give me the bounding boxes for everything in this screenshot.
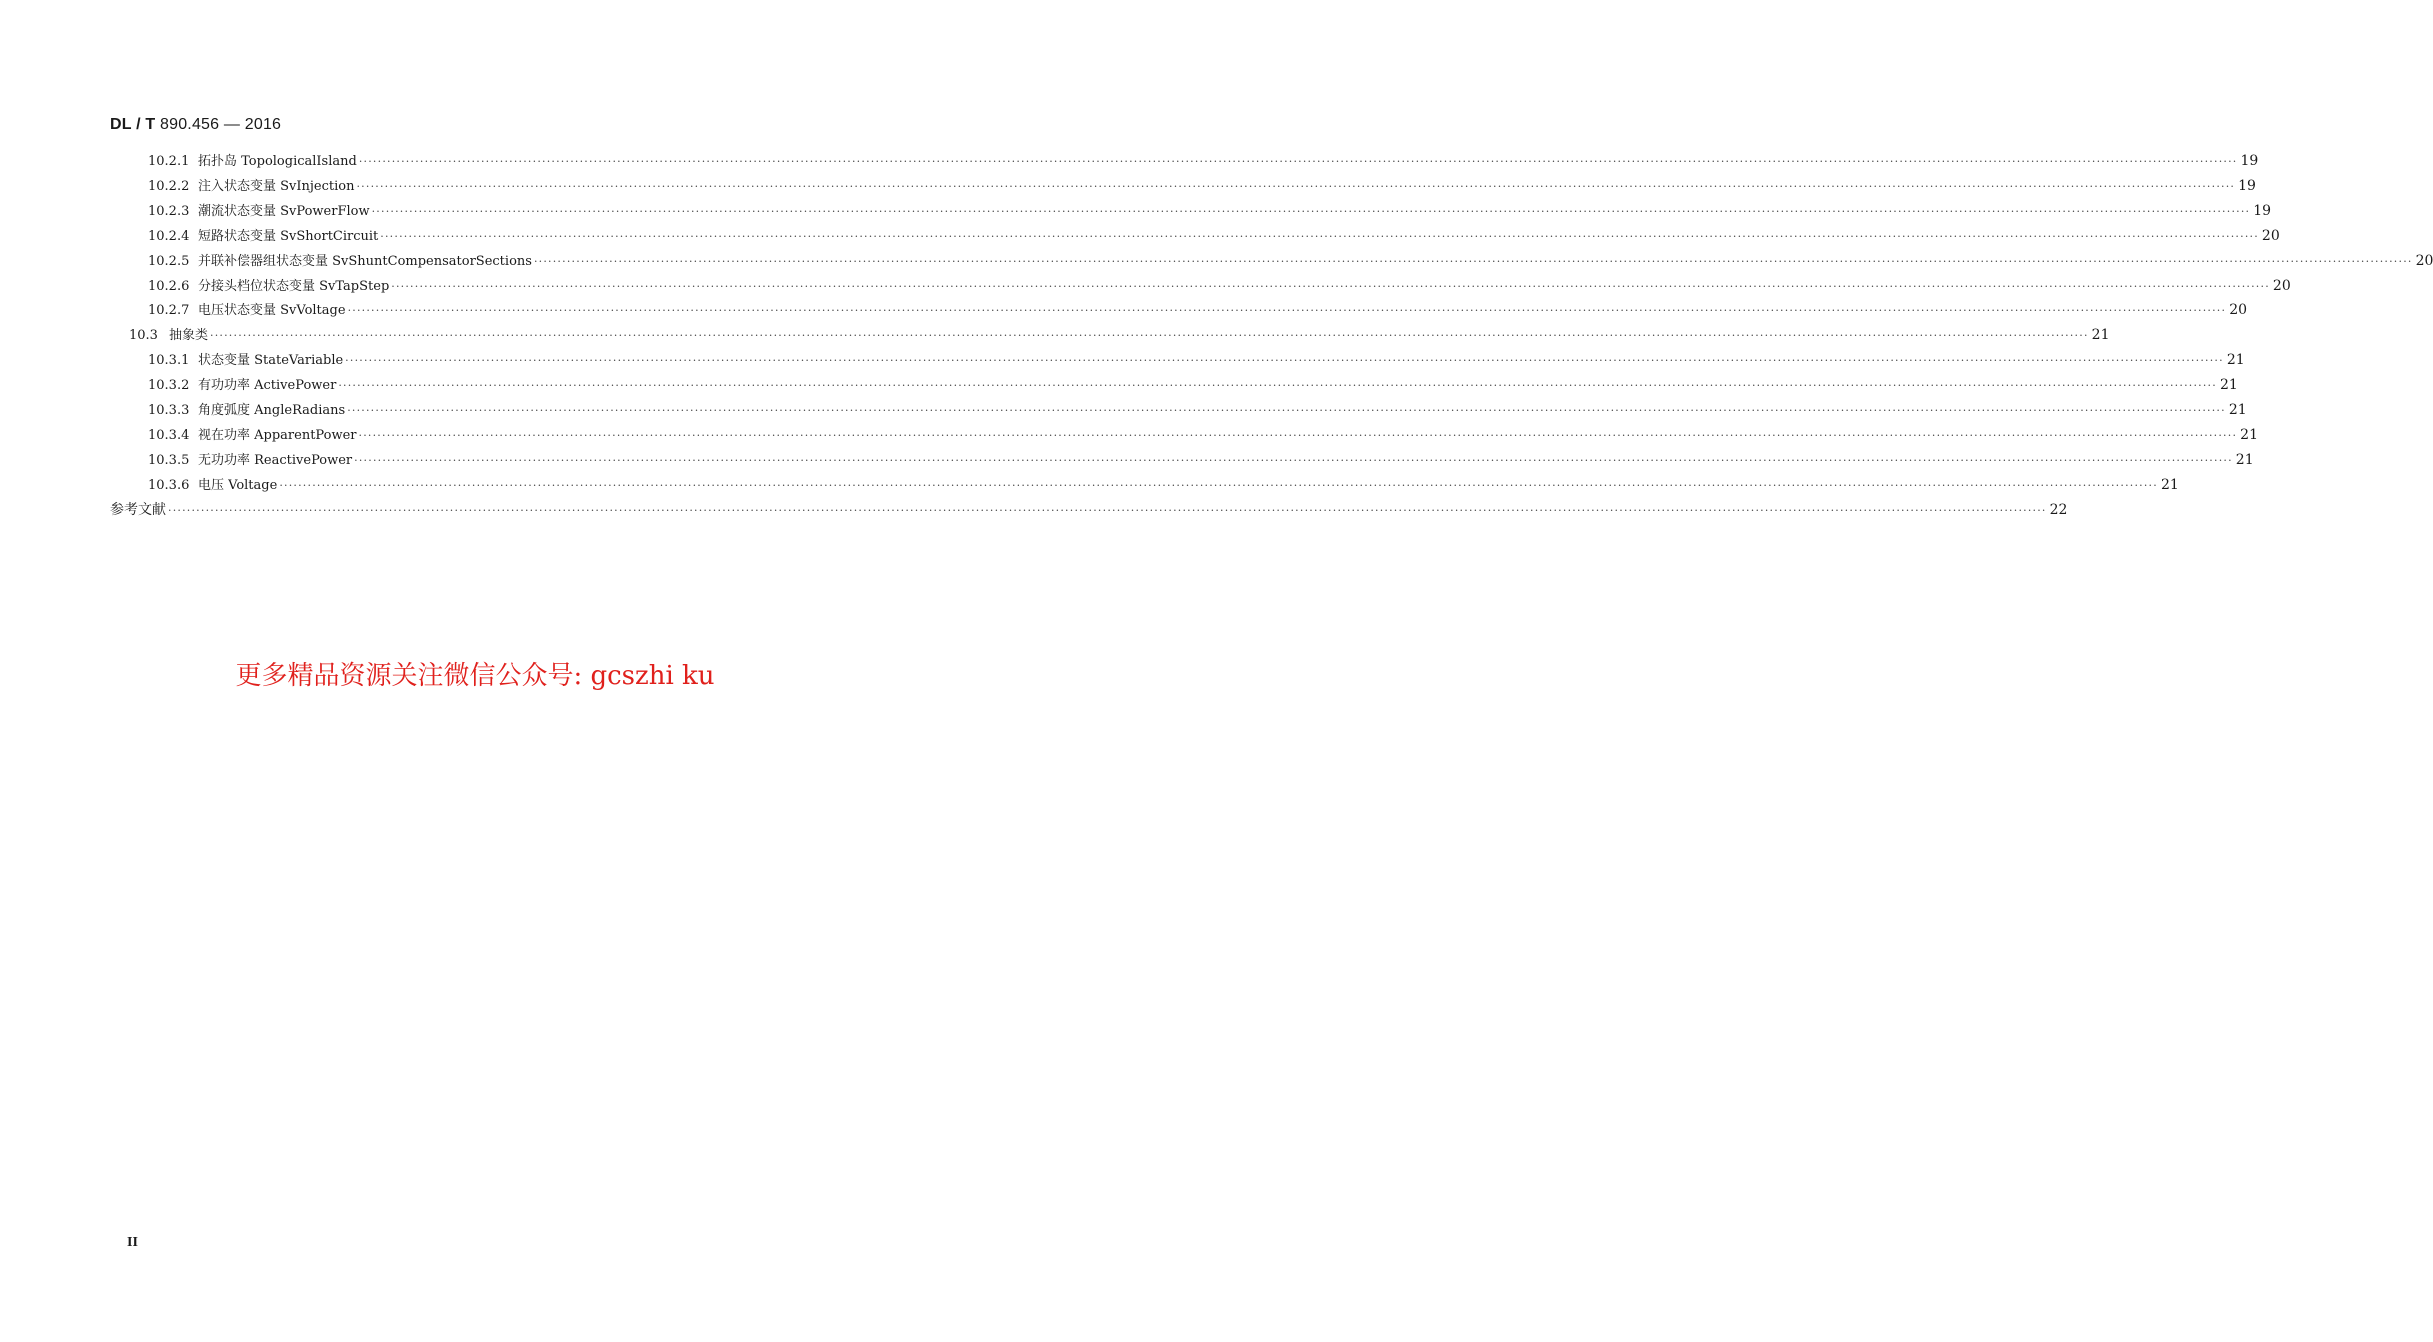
toc-entry[interactable] bbox=[148, 200, 2272, 222]
toc-entry-number: 10.3.5 bbox=[148, 452, 190, 468]
toc-entry-title: 注入状态变量 SvInjection bbox=[198, 178, 355, 194]
toc-entry-page: 20 bbox=[2229, 302, 2248, 319]
toc-entry-number: 10.2.4 bbox=[148, 228, 190, 244]
toc-leader-dots: ················································································································································································································································································································································································································ bbox=[356, 179, 2236, 193]
document-code-prefix: DL / T bbox=[110, 116, 156, 133]
toc-entry-page: 19 bbox=[2238, 177, 2256, 194]
toc-entry-title: 视在功率 ApparentPower bbox=[198, 427, 357, 443]
toc-entry[interactable] bbox=[148, 275, 2291, 297]
toc-entry-number: 10.3.4 bbox=[148, 427, 190, 443]
toc-entry[interactable] bbox=[148, 175, 2256, 197]
promo-text: 更多精品资源关注微信公众号: gcszhi ku bbox=[235, 661, 715, 691]
toc-entry-page: 21 bbox=[2228, 402, 2247, 418]
toc-leader-dots: ················································································································································································································································································································································································································ bbox=[358, 428, 2238, 442]
toc-entry[interactable] bbox=[110, 499, 2068, 521]
toc-entry[interactable] bbox=[129, 324, 2110, 346]
toc-entry-title: 状态变量 StateVariable bbox=[198, 353, 344, 369]
toc-entry-title: 抽象类 bbox=[169, 328, 209, 344]
toc-entry[interactable] bbox=[148, 150, 2259, 172]
toc-entry-number: 10.3.6 bbox=[148, 477, 190, 493]
toc-entry-page: 21 bbox=[2235, 451, 2254, 468]
toc-entry-title: 无功功率 ReactivePower bbox=[198, 452, 353, 468]
toc-entry-title: 参考文献 bbox=[110, 501, 166, 518]
toc-leader-dots: ················································································································································································································································································································································································································ bbox=[533, 254, 2413, 268]
toc-entry-title: 电压状态变量 SvVoltage bbox=[198, 303, 346, 319]
toc-entry-page: 21 bbox=[2160, 476, 2179, 493]
toc-entry[interactable] bbox=[148, 449, 2254, 471]
toc-leader-dots: ················································································································································································································································································································································································································ bbox=[345, 354, 2224, 368]
toc-leader-dots: ················································································································································································································································································································································································································ bbox=[279, 478, 2158, 492]
toc-entry-page: 21 bbox=[2219, 377, 2238, 394]
toc-entry-number: 10.2.3 bbox=[148, 203, 190, 219]
toc-entry-page: 20 bbox=[2272, 277, 2291, 294]
toc-leader-dots: ················································································································································································································································································································································································································ bbox=[354, 453, 2233, 467]
toc-entry-title: 角度弧度 AngleRadians bbox=[198, 403, 346, 418]
toc-leader-dots: ················································································································································································································································································································································································································ bbox=[347, 404, 2226, 417]
toc-entry-number: 10.2.6 bbox=[148, 278, 190, 294]
toc-entry-page: 21 bbox=[2226, 352, 2245, 369]
document-code bbox=[110, 116, 281, 134]
toc-entry[interactable] bbox=[148, 299, 2248, 321]
footer-page-number: II bbox=[127, 1235, 138, 1250]
toc-entry-title: 拓扑岛 TopologicalIsland bbox=[198, 154, 357, 169]
toc-entry-title: 电压 Voltage bbox=[198, 477, 278, 493]
toc-leader-dots: ················································································································································································································································································································································································································ bbox=[168, 503, 2047, 517]
toc-entry-number: 10.2.1 bbox=[148, 154, 190, 169]
toc-entry-number: 10.3 bbox=[129, 328, 158, 344]
toc-entry[interactable] bbox=[148, 349, 2245, 371]
toc-entry[interactable] bbox=[148, 374, 2238, 396]
toc-leader-dots: ················································································································································································································································································································································································································ bbox=[210, 329, 2089, 343]
toc-leader-dots: ················································································································································································································································································································································································································ bbox=[358, 155, 2238, 168]
toc-entry[interactable] bbox=[148, 225, 2280, 247]
toc-entry-title: 分接头档位状态变量 SvTapStep bbox=[198, 278, 390, 294]
toc-entry-number: 10.3.3 bbox=[148, 403, 190, 418]
toc-entry-number: 10.2.7 bbox=[148, 303, 190, 319]
toc-entry-page: 21 bbox=[2240, 426, 2258, 443]
toc-entry-page: 20 bbox=[2261, 227, 2280, 244]
toc-entry-title: 短路状态变量 SvShortCircuit bbox=[198, 228, 379, 244]
toc-entry-page: 21 bbox=[2091, 327, 2110, 344]
toc-entry-number: 10.2.5 bbox=[148, 253, 190, 269]
toc-entry[interactable] bbox=[148, 424, 2258, 446]
toc-entry-title: 潮流状态变量 SvPowerFlow bbox=[198, 203, 370, 219]
toc-leader-dots: ················································································································································································································································································································································································································ bbox=[371, 204, 2251, 218]
toc-leader-dots: ················································································································································································································································································································································································································ bbox=[391, 279, 2270, 293]
toc-entry-number: 10.2.2 bbox=[148, 178, 190, 194]
toc-entry-page: 19 bbox=[2253, 202, 2272, 219]
toc-entry-title: 并联补偿器组状态变量 SvShuntCompensatorSections bbox=[198, 253, 532, 269]
toc-leader-dots: ················································································································································································································································································································································································································ bbox=[380, 229, 2259, 243]
toc-entry-page: 19 bbox=[2240, 153, 2259, 169]
document-code-number: 890.456 — 2016 bbox=[160, 116, 282, 133]
toc-entry-number: 10.3.1 bbox=[148, 353, 190, 369]
toc-entry-number: 10.3.2 bbox=[148, 378, 190, 394]
toc-entry-page: 22 bbox=[2049, 501, 2068, 518]
toc-entry[interactable] bbox=[148, 250, 2433, 272]
toc-leader-dots: ················································································································································································································································································································································································································ bbox=[338, 379, 2217, 393]
toc-entry-page: 20 bbox=[2415, 252, 2433, 269]
toc-entry[interactable] bbox=[148, 399, 2247, 421]
toc-entry-title: 有功功率 ActivePower bbox=[198, 378, 337, 394]
toc-leader-dots: ················································································································································································································································································································································································································ bbox=[347, 304, 2227, 318]
toc-entry[interactable] bbox=[148, 474, 2179, 496]
